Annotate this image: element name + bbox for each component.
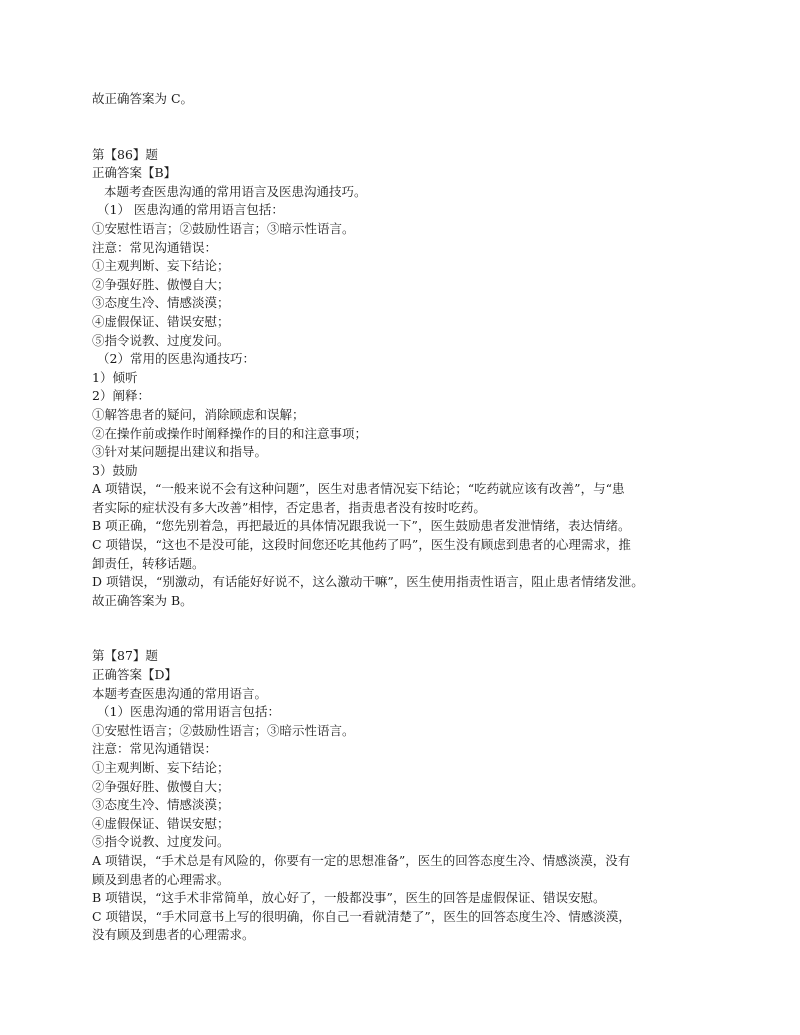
q87-error-item: ②争强好胜、傲慢自大； <box>92 778 230 794</box>
q86-error-item: ③态度生冷、情感淡漠； <box>92 295 230 311</box>
q87-title: 第【87】题 <box>92 648 158 664</box>
q87-option-b: B 项错误，“这手术非常简单，放心好了，一般都没事”，医生的回答是虚假保证、错误安慰。 <box>92 890 606 906</box>
q86-option-d: D 项错误，“别激动，有话能好好说不，这么激动干嘛”，医生使用指责性语言，阻止患者情绪发泄。 <box>92 574 644 590</box>
q87-section1-title: （1）医患沟通的常用语言包括： <box>97 704 280 720</box>
q86-title: 第【86】题 <box>92 146 158 162</box>
q87-error-item: ③态度生冷、情感淡漠； <box>92 797 230 813</box>
q86-error-item: ②争强好胜、傲慢自大； <box>92 276 230 292</box>
q86-note-title: 注意：常见沟通错误： <box>92 239 218 255</box>
q87-note-title: 注意：常见沟通错误： <box>92 741 218 757</box>
q86-skill-encouraging: 3）鼓励 <box>92 462 138 478</box>
q87-error-item: ⑤指令说教、过度发问。 <box>92 834 230 850</box>
q87-answer: 正确答案【D】 <box>92 667 178 683</box>
q86-skill-explaining: 2）阐释： <box>92 388 150 404</box>
q86-option-b: B 项正确，“您先别着急，再把最近的具体情况跟我说一下”，医生鼓励患者发泄情绪，表达情绪。 <box>92 518 631 534</box>
q87-error-item: ④虚假保证、错误安慰； <box>92 815 230 831</box>
document-page <box>92 90 712 945</box>
q86-skill-item: ①解答患者的疑问，消除顾虑和误解； <box>92 406 305 422</box>
q86-option-a-cont: 者实际的症状没有多大改善”相悖，否定患者，指责患者没有按时吃药。 <box>92 499 486 515</box>
q86-skill-listening: 1）倾听 <box>92 369 138 385</box>
q86-option-c: C 项错误，“这也不是没可能，这段时间您还吃其他药了吗”，医生没有顾虑到患者的心理需求，推 <box>92 537 631 553</box>
q86-intro: 本题考查医患沟通的常用语言及医患沟通技巧。 <box>104 183 367 199</box>
q86-section1-title: （1） 医患沟通的常用语言包括： <box>97 202 284 218</box>
q87-option-a: A 项错误，“手术总是有风险的，你要有一定的思想准备”，医生的回答态度生冷、情感淡漠，没有 <box>92 852 631 868</box>
q87-option-c: C 项错误，“手术同意书上写的很明确，你自己一看就清楚了”，医生的回答态度生冷、情感淡漠， <box>92 908 631 924</box>
q86-option-a: A 项错误，“一般来说不会有这种问题”，医生对患者情况妄下结论；“吃药就应该有改善”，与“患 <box>92 481 625 497</box>
previous-answer-conclusion: 故正确答案为 C。 <box>92 91 194 106</box>
q86-section1-list: ①安慰性语言；②鼓励性语言；③暗示性语言。 <box>92 220 355 236</box>
q87-error-item: ①主观判断、妄下结论； <box>92 760 230 775</box>
q86-error-item: ④虚假保证、错误安慰； <box>92 313 230 329</box>
q86-answer: 正确答案【B】 <box>92 165 177 181</box>
q86-section2-title: （2）常用的医患沟通技巧： <box>97 351 255 367</box>
q86-option-c-cont: 卸责任，转移话题。 <box>92 555 205 571</box>
q86-conclusion: 故正确答案为 B。 <box>92 592 193 608</box>
q86-skill-item: ③针对某问题提出建议和指导。 <box>92 444 268 460</box>
q87-option-c-cont: 没有顾及到患者的心理需求。 <box>92 927 255 943</box>
q86-error-item: ⑤指令说教、过度发问。 <box>92 332 230 348</box>
q87-intro: 本题考查医患沟通的常用语言。 <box>92 685 268 701</box>
q87-option-a-cont: 顾及到患者的心理需求。 <box>92 871 230 887</box>
q86-error-item: ①主观判断、妄下结论； <box>92 258 230 274</box>
q86-skill-item: ②在操作前或操作时阐释操作的目的和注意事项； <box>92 425 368 441</box>
q87-section1-list: ①安慰性语言；②鼓励性语言；③暗示性语言。 <box>92 722 355 738</box>
